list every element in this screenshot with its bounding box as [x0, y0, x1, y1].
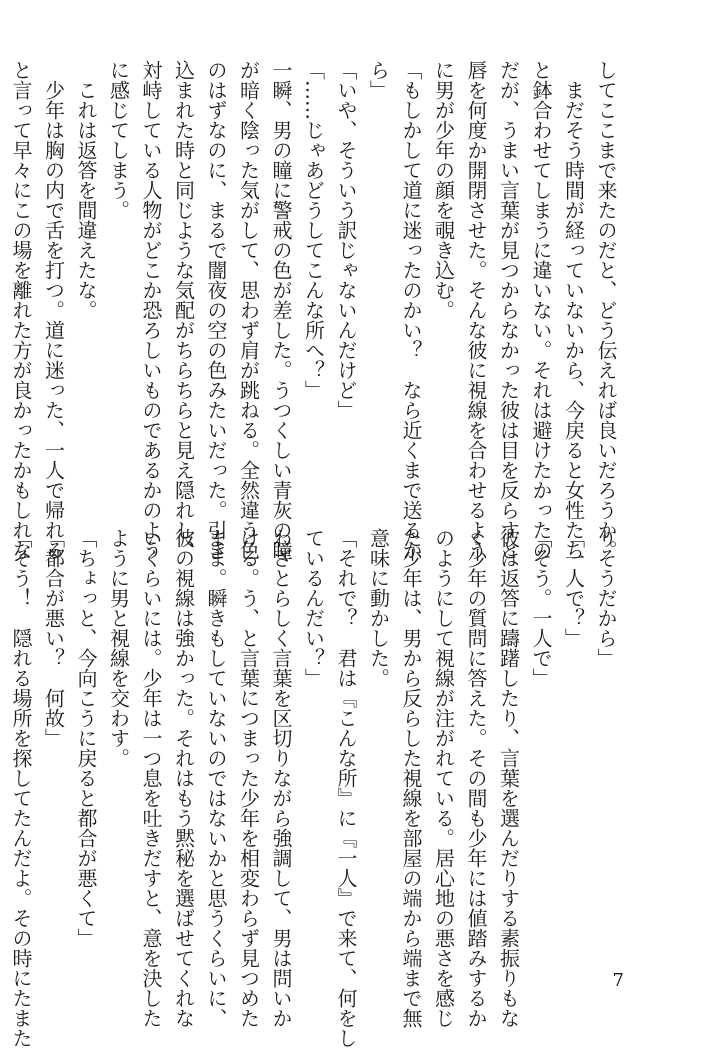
text-column: に感じてしまう。 — [106, 60, 131, 220]
text-column: これは返答を間違えたな。 — [74, 60, 98, 320]
text-column: 「……じゃあどうしてこんな所へ？」 — [301, 60, 326, 400]
text-column: と鉢合わせてしまうに違いない。それは避けたかったの — [529, 60, 553, 560]
text-column: まだそう時間が経っていないから、今戻ると女性たち — [561, 60, 586, 560]
text-column: と言って早々にこの場を離れた方が良かったかもしれな — [9, 60, 33, 560]
text-column: まま。瞬きもしていないのではないかと思うくらいに、 — [204, 528, 228, 1028]
text-column: だが、うまい言葉が見つからなかった彼は目を反らすと — [496, 60, 521, 560]
text-column: りそうだから」 — [594, 528, 618, 668]
text-column: 一瞬、男の瞳に警戒の色が差した。うつくしい青灰の瞳 — [269, 60, 293, 560]
text-column: た少年は、男から反らした視線を部屋の端から端まで無 — [399, 528, 423, 1028]
text-column: 意味に動かした。 — [366, 528, 391, 688]
text-column: ように男と視線を交わす。 — [106, 528, 131, 768]
text-column: してここまで来たのだと、どう伝えれば良いだろうか。 — [594, 60, 618, 560]
text-column: 彼は返答に躊躇したり、言葉を選んだりする素振りもな — [496, 528, 521, 1028]
page-number: 7 — [612, 970, 624, 991]
text-column: わざとらしく言葉を区切りながら強調して、男は問いか — [269, 528, 293, 1028]
text-column: く少年の質問に答えた。その間も少年には値踏みするか — [464, 528, 488, 1028]
text-column: 唇を何度か開閉させた。そんな彼に視線を合わせるよう — [464, 60, 488, 560]
text-column: 少年は胸の内で舌を打つ。道に迷った、一人で帰れる — [41, 60, 66, 560]
upper-text-block — [9, 60, 622, 560]
text-column: ているんだい？」 — [301, 528, 326, 688]
text-column: 対峙している人物がどこか恐ろしいものであるかのよう — [139, 60, 163, 560]
text-column: が暗く陰った気がして、思わず肩が跳ねる。全然違う色 — [236, 60, 261, 560]
text-column: のはずなのに、まるで闇夜の空の色みたいだった。引き — [204, 60, 228, 560]
text-column: 「もしかして道に迷ったのかい？ なら近くまで送るか — [399, 60, 423, 560]
text-column: 彼の視線は強かった。それはもう黙秘を選ばせてくれな — [171, 528, 196, 1028]
text-column: 「一人で？」 — [561, 528, 586, 648]
text-column: 「ちょっと、今向こうに戻ると都合が悪くて」 — [74, 528, 98, 948]
text-column — [0, 528, 5, 966]
text-column: 「それで？ 君は『こんな所』に『一人』で来て、何をし — [334, 528, 358, 1048]
text-column: 「そう！ 隠れる場所を探してたんだよ。その時にたまた — [9, 528, 33, 1048]
text-column: ら」 — [366, 60, 391, 100]
text-column: に男が少年の顔を覗き込む。 — [431, 60, 456, 320]
text-column: 「いや、そういう訳じゃないんだけど」 — [334, 60, 358, 420]
text-column: 「そう。一人で」 — [529, 528, 553, 688]
text-column: 「都合が悪い？ 何故」 — [41, 528, 66, 748]
text-column: ける。う、と言葉につまった少年を相変わらず見つめた — [236, 528, 261, 1028]
lower-text-block — [9, 528, 622, 1048]
text-column: のようにして視線が注がれている。居心地の悪さを感じ — [431, 528, 456, 1028]
text-column: 込まれた時と同じような気配がちらちらと見え隠れし、 — [171, 60, 196, 560]
text-column: いくらいには。少年は一つ息を吐きだすと、意を決した — [139, 528, 163, 1028]
text-column — [0, 60, 5, 498]
